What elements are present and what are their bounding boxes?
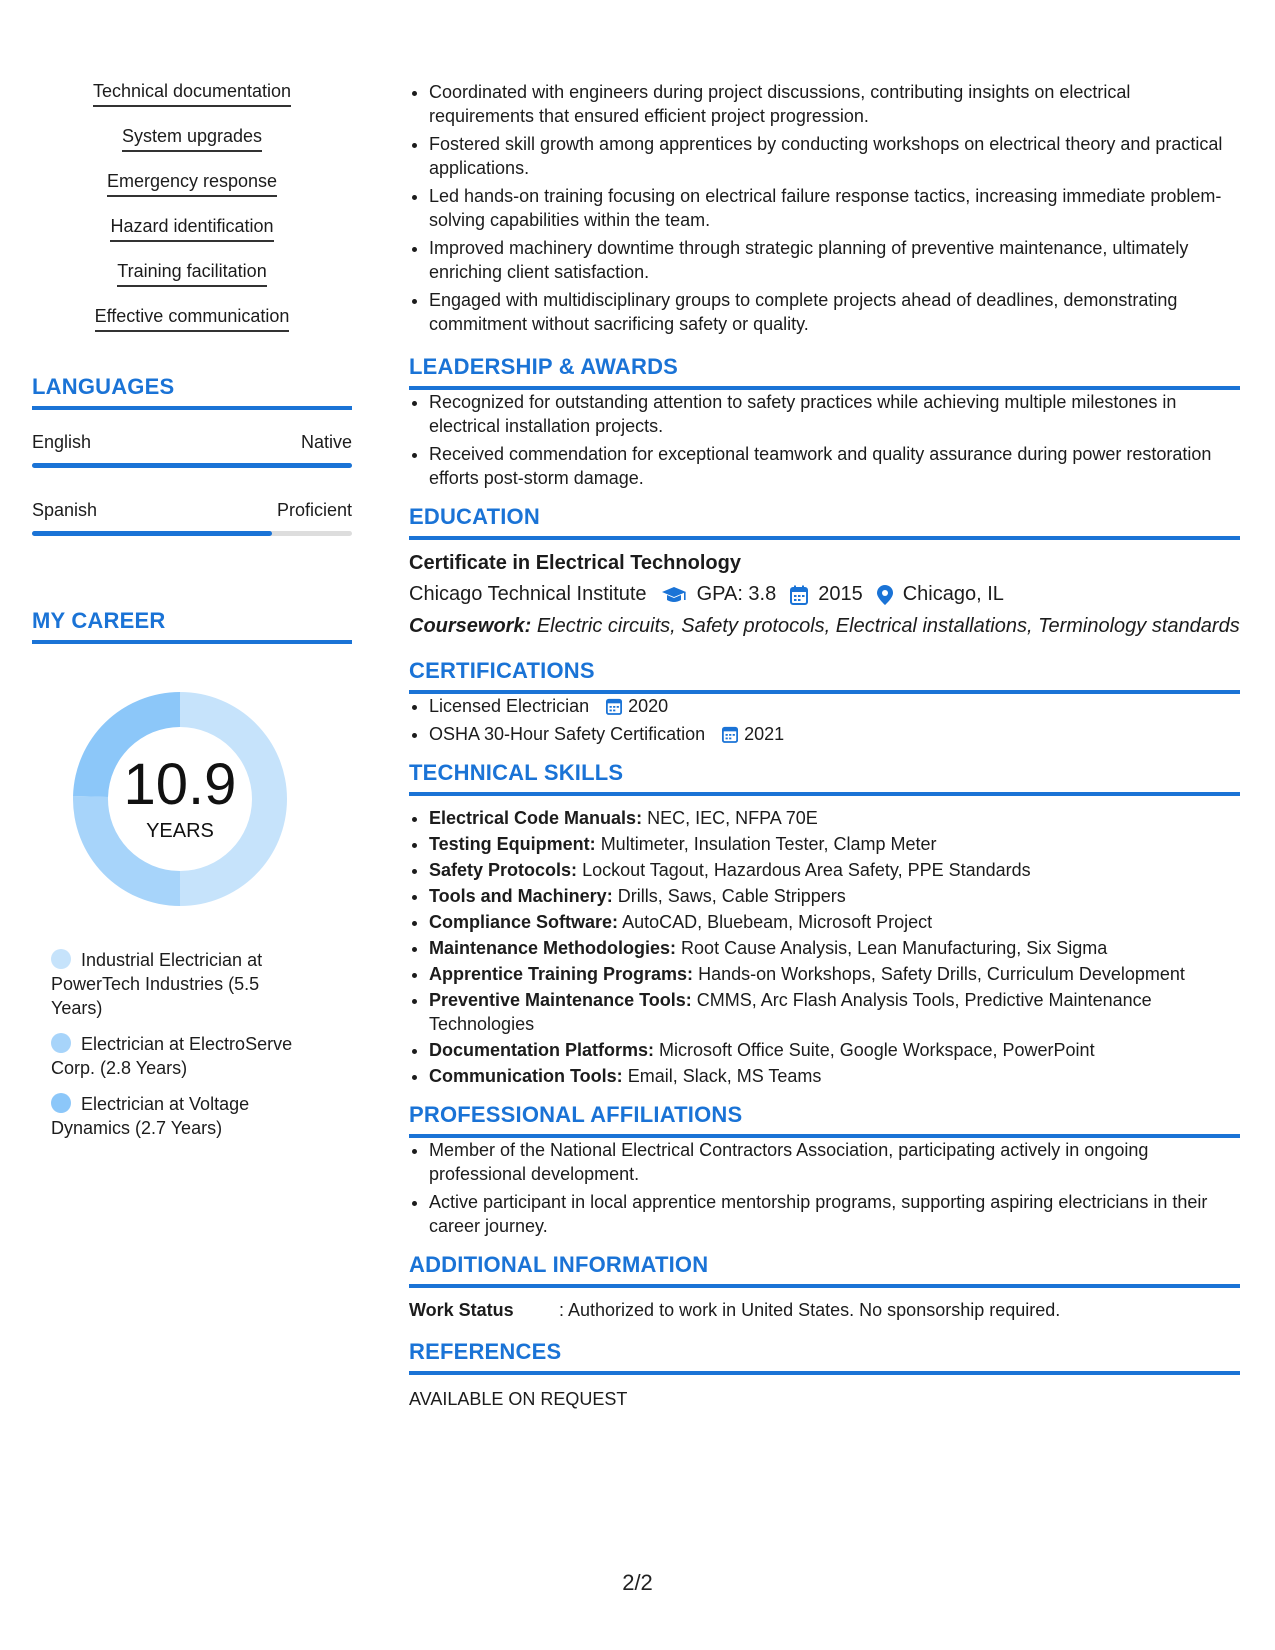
skill-label: Effective communication — [95, 305, 290, 332]
certification-item — [429, 722, 1240, 746]
skill-values: NEC, IEC, NFPA 70E — [647, 808, 818, 828]
affiliations-list — [409, 1138, 1240, 1238]
skill-category: Safety Protocols: — [429, 860, 578, 880]
career-legend-label: Industrial Electrician at PowerTech Industries (5.5 Years) — [51, 950, 263, 1018]
right-column — [409, 80, 1240, 1410]
skill-item — [32, 260, 352, 287]
technical-skills-title: TECHNICAL SKILLS — [409, 760, 1240, 796]
languages-section — [32, 374, 352, 536]
leadership-item: • Received commendation for exceptional teamwork and quality assurance during power restoration efforts post-storm damage. — [429, 442, 1240, 490]
career-legend — [51, 948, 311, 1140]
certification-year: 2020 — [628, 696, 669, 716]
skill-item — [32, 305, 352, 332]
affiliation-item: • Member of the National Electrical Contractors Association, participating actively in ongoing professional development. — [429, 1138, 1240, 1186]
gpa-text: GPA: 3.8 — [696, 583, 777, 605]
skill-item — [32, 80, 352, 107]
skill-label: Emergency response — [107, 170, 277, 197]
skill-values: Microsoft Office Suite, Google Workspace, PowerPoint — [659, 1040, 1095, 1060]
career-legend-label: Electrician at ElectroServe Corp. (2.8 Years) — [51, 1034, 293, 1078]
education-title: EDUCATION — [409, 504, 1240, 540]
skill-label: Hazard identification — [110, 215, 273, 242]
affiliation-item: • Active participant in local apprentice mentorship programs, supporting aspiring electricians in their career journey. — [429, 1190, 1240, 1238]
skill-category: Testing Equipment: — [429, 834, 596, 854]
education-location — [877, 583, 1004, 606]
work-status-label: Work Status — [409, 1300, 514, 1320]
skill-label: Technical documentation — [93, 80, 291, 107]
leadership-title: LEADERSHIP & AWARDS — [409, 354, 1240, 390]
graduation-cap-icon — [661, 586, 687, 604]
certifications-list — [409, 694, 1240, 746]
language-bar — [32, 531, 352, 536]
technical-skill-item — [429, 858, 1240, 882]
education-location-text: Chicago, IL — [902, 583, 1004, 605]
technical-skill-item — [429, 884, 1240, 908]
language-row-english — [32, 432, 352, 453]
language-level: Native — [300, 432, 352, 452]
skill-item — [32, 125, 352, 152]
coursework-text: Electric circuits, Safety protocols, Electrical installations, Terminology standards — [536, 615, 1240, 637]
experience-bullet: • Engaged with multidisciplinary groups to complete projects ahead of deadlines, demonstrating commitment without sacrificing safety or quality. — [429, 288, 1240, 336]
leadership-item: • Recognized for outstanding attention to safety practices while achieving multiple milestones in electrical installation projects. — [429, 390, 1240, 438]
certification-item — [429, 694, 1240, 718]
technical-skill-item — [429, 910, 1240, 934]
experience-bullet: • Improved machinery downtime through strategic planning of preventive maintenance, ultimately enriching client satisfaction. — [429, 236, 1240, 284]
languages-title: LANGUAGES — [32, 374, 352, 410]
language-name: Spanish — [32, 500, 98, 520]
skill-values: AutoCAD, Bluebeam, Microsoft Project — [622, 912, 933, 932]
language-row-spanish — [32, 500, 352, 521]
references-text: AVAILABLE ON REQUEST — [409, 1389, 628, 1409]
left-column — [32, 80, 352, 1152]
education-school — [409, 583, 647, 606]
language-bar — [32, 463, 352, 468]
skill-category: Preventive Maintenance Tools: — [429, 990, 692, 1010]
education-year-text: 2015 — [818, 583, 863, 605]
certification-year: 2021 — [744, 724, 785, 744]
experience-bullet: • Fostered skill growth among apprentices by conducting workshops on electrical theory and practical applications. — [429, 132, 1240, 180]
skill-label: System upgrades — [122, 125, 262, 152]
work-status-value: : Authorized to work in United States. No sponsorship required. — [559, 1300, 1061, 1320]
location-pin-icon — [877, 585, 893, 605]
legend-dot — [51, 949, 71, 969]
education-gpa — [661, 583, 777, 606]
career-legend-item — [51, 1092, 311, 1140]
school-name: Chicago Technical Institute — [409, 583, 647, 605]
skill-values: Email, Slack, MS Teams — [627, 1066, 822, 1086]
technical-skill-item — [429, 936, 1240, 960]
references-title: REFERENCES — [409, 1339, 1240, 1375]
education-details — [409, 583, 1240, 606]
language-name: English — [32, 432, 92, 452]
career-section — [32, 608, 352, 1140]
language-bar-fill — [32, 531, 272, 536]
career-legend-item — [51, 1032, 311, 1080]
skill-item — [32, 215, 352, 242]
skill-values: Hands-on Workshops, Safety Drills, Curriculum Development — [698, 964, 1185, 984]
technical-skill-item — [429, 988, 1240, 1036]
skills-list — [32, 80, 352, 332]
legend-dot — [51, 1033, 71, 1053]
work-status-row — [409, 1300, 1240, 1321]
technical-skill-item — [429, 832, 1240, 856]
experience-bullets — [409, 80, 1240, 336]
education-degree: Certificate in Electrical Technology — [409, 552, 741, 574]
career-legend-label: Electrician at Voltage Dynamics (2.7 Years) — [51, 1094, 250, 1138]
career-title: MY CAREER — [32, 608, 352, 644]
technical-skills-list — [409, 806, 1240, 1088]
page-number: 2/2 — [622, 1570, 653, 1595]
skill-values: Multimeter, Insulation Tester, Clamp Meter — [600, 834, 937, 854]
technical-skill-item — [429, 1064, 1240, 1088]
skill-category: Maintenance Methodologies: — [429, 938, 677, 958]
calendar-icon — [606, 697, 622, 715]
calendar-icon — [790, 585, 808, 605]
skill-values: Drills, Saws, Cable Strippers — [617, 886, 846, 906]
skill-category: Communication Tools: — [429, 1066, 623, 1086]
skill-item — [32, 170, 352, 197]
career-donut — [65, 684, 295, 914]
technical-skill-item — [429, 962, 1240, 986]
skill-category: Tools and Machinery: — [429, 886, 613, 906]
skill-label: Training facilitation — [117, 260, 266, 287]
skill-category: Electrical Code Manuals: — [429, 808, 643, 828]
language-bar-fill — [32, 463, 352, 468]
legend-dot — [51, 1093, 71, 1113]
technical-skill-item — [429, 806, 1240, 830]
career-unit: YEARS — [146, 820, 214, 842]
experience-bullet: • Led hands-on training focusing on electrical failure response tactics, increasing immediate problem-solving capabilities within the team. — [429, 184, 1240, 232]
coursework-label: Coursework: — [409, 615, 532, 637]
donut-center — [65, 684, 295, 914]
calendar-icon — [722, 725, 738, 743]
additional-info-title: ADDITIONAL INFORMATION — [409, 1252, 1240, 1288]
leadership-list — [409, 390, 1240, 490]
education-coursework — [409, 614, 1240, 638]
skill-values: Lockout Tagout, Hazardous Area Safety, PPE Standards — [582, 860, 1031, 880]
affiliations-title: PROFESSIONAL AFFILIATIONS — [409, 1102, 1240, 1138]
certification-name: Licensed Electrician — [429, 696, 590, 716]
language-level: Proficient — [276, 500, 352, 520]
experience-bullet: • Coordinated with engineers during project discussions, contributing insights on electrical requirements that ensured efficient project progression. — [429, 80, 1240, 128]
certification-name: OSHA 30-Hour Safety Certification — [429, 724, 706, 744]
skill-values: Root Cause Analysis, Lean Manufacturing, Six Sigma — [681, 938, 1108, 958]
skill-category: Apprentice Training Programs: — [429, 964, 694, 984]
education-year — [790, 583, 863, 606]
career-total: 10.9 — [123, 752, 237, 817]
career-legend-item — [51, 948, 311, 1020]
skill-values: CMMS, Arc Flash Analysis Tools, Predictive Maintenance Technologies — [429, 990, 1152, 1034]
skill-category: Compliance Software: — [429, 912, 619, 932]
technical-skill-item — [429, 1038, 1240, 1062]
skill-category: Documentation Platforms: — [429, 1040, 655, 1060]
certifications-title: CERTIFICATIONS — [409, 658, 1240, 694]
